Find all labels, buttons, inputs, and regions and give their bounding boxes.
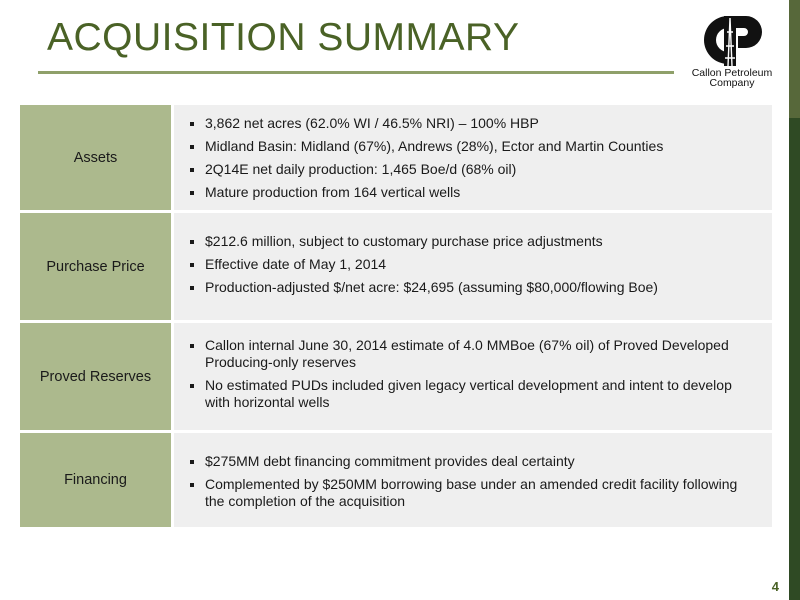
logo-company-name: Callon Petroleum	[691, 67, 773, 79]
slide-title: ACQUISITION SUMMARY	[47, 16, 520, 59]
callon-logo-icon	[694, 12, 770, 68]
list-item: 3,862 net acres (62.0% WI / 46.5% NRI) – 100% HBP	[205, 115, 752, 132]
summary-row-proved-reserves	[20, 323, 772, 430]
summary-row-purchase-price	[20, 213, 772, 320]
company-logo	[678, 12, 786, 92]
row-body	[174, 213, 772, 320]
side-accent-bar-top	[789, 0, 800, 118]
acquisition-summary-table	[20, 105, 772, 530]
list-item: Callon internal June 30, 2014 estimate of 4.0 MMBoe (67% oil) of Proved Developed Producing-only reserves	[205, 337, 752, 371]
list-item: Effective date of May 1, 2014	[205, 256, 752, 273]
row-body	[174, 323, 772, 430]
row-label: Financing	[20, 433, 171, 527]
list-item: $275MM debt financing commitment provides deal certainty	[205, 453, 752, 470]
row-body	[174, 433, 772, 527]
row-body	[174, 105, 772, 210]
title-underline	[38, 71, 674, 74]
row-label: Purchase Price	[20, 213, 171, 320]
bullet-list	[174, 115, 772, 201]
list-item: Complemented by $250MM borrowing base under an amended credit facility following the completion of the acquisition	[205, 476, 752, 510]
page-number: 4	[771, 579, 779, 594]
list-item: Mature production from 164 vertical wells	[205, 184, 752, 201]
bullet-list	[174, 453, 772, 510]
bullet-list	[174, 337, 772, 411]
logo-company-suffix: Company	[709, 77, 755, 89]
row-label: Proved Reserves	[20, 323, 171, 430]
side-accent-bar	[789, 0, 800, 600]
summary-row-assets	[20, 105, 772, 210]
row-label: Assets	[20, 105, 171, 210]
summary-row-financing	[20, 433, 772, 527]
list-item: No estimated PUDs included given legacy vertical development and intent to develop with horizontal wells	[205, 377, 752, 411]
bullet-list	[174, 233, 772, 296]
list-item: Production-adjusted $/net acre: $24,695 (assuming $80,000/flowing Boe)	[205, 279, 752, 296]
list-item: $212.6 million, subject to customary purchase price adjustments	[205, 233, 752, 250]
list-item: Midland Basin: Midland (67%), Andrews (28%), Ector and Martin Counties	[205, 138, 752, 155]
list-item: 2Q14E net daily production: 1,465 Boe/d (68% oil)	[205, 161, 752, 178]
